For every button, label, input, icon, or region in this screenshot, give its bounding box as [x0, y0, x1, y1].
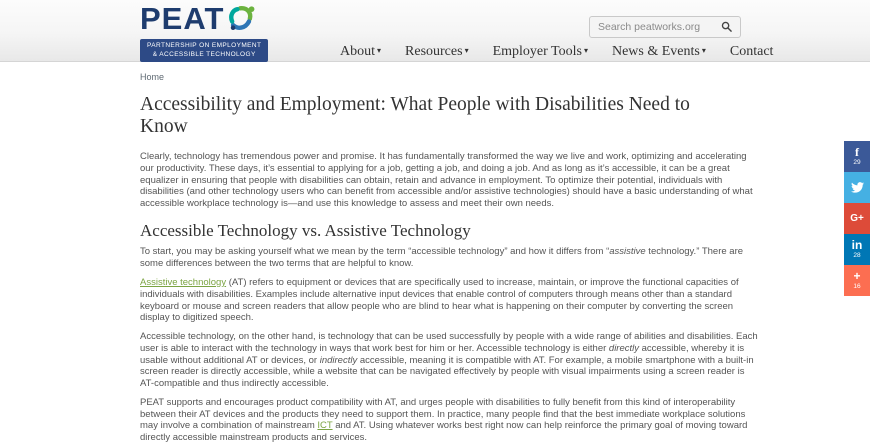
twitter-share-button[interactable] — [844, 172, 870, 203]
site-header — [0, 0, 870, 62]
site-search — [589, 16, 741, 38]
linkedin-icon: in — [851, 238, 863, 253]
add-this-icon: + — [853, 269, 861, 284]
paragraph-text: technology.” There are some differences between the two terms that are helpful to know. — [140, 246, 744, 270]
caret-down-icon: ▾ — [583, 46, 588, 55]
paragraph-text: Accessible technology, on the other hand, is technology that can be used successfully by people with a wide range of abilities and disabilities. Each user is able to interact with the technology in ways that work best for him or her. Accessible technology is either — [140, 331, 758, 354]
caret-down-icon: ▾ — [464, 46, 469, 55]
paragraph-accessible-technology — [140, 331, 758, 390]
linkedin-share-count: 28 — [853, 252, 861, 260]
paragraph-text: accessible, meaning it is compatible with AT. For example, a mobile smartphone with a built-in screen reader is directly accessible, while a website that can be navigated effectively by people with visual impairments using a screen reader is AT-compatible and thus indirectly accessible. — [140, 354, 754, 390]
caret-down-icon: ▾ — [701, 46, 706, 55]
search-icon — [721, 20, 732, 35]
nav-item-employer-tools[interactable]: Employer Tools ▾ — [492, 44, 588, 59]
twitter-icon — [851, 182, 864, 193]
nav-item-resources[interactable]: Resources ▾ — [405, 44, 469, 59]
inline-link[interactable]: ICT — [317, 420, 333, 432]
peat-logo[interactable] — [140, 3, 268, 62]
linkedin-share-button[interactable] — [844, 234, 870, 265]
paragraph-text: PEAT supports and encourages product compatibility with AT, and urges people with disabilities to fully benefit from this kind of interoperability between their AT devices and the products they need to support them. In practice, many people find that the best immediate workplace solutions may involve a combination of mainstream — [140, 396, 746, 432]
search-input[interactable] — [590, 17, 712, 37]
article — [140, 94, 758, 444]
paragraph-terms — [140, 246, 758, 270]
paragraph-text: accessible, whereby it is usable without additional AT or devices, or — [140, 342, 745, 366]
paragraph-text: and AT. Using whatever works best right now can help reinforce the primary goal of moving toward directly accessible mainstream products and services. — [140, 420, 748, 444]
breadcrumb-home-link[interactable]: Home — [140, 72, 165, 82]
breadcrumb — [140, 72, 870, 82]
emphasis-text: directly — [608, 342, 639, 354]
paragraph-intro — [140, 151, 758, 210]
page-title: Accessibility and Employment: What People with Disabilities Need to Know — [140, 94, 690, 138]
paragraph-text: To start, you may be asking yourself what we mean by the term “accessible technology” and how it differs from “ — [140, 246, 610, 258]
add-this-share-button[interactable] — [844, 265, 870, 296]
peat-logo-text: PEAT — [140, 1, 225, 36]
peat-logo-icon — [226, 4, 256, 37]
google-plus-icon: G+ — [850, 212, 864, 224]
inline-link[interactable]: Assistive technology — [140, 276, 227, 288]
nav-item-about[interactable]: About ▾ — [340, 44, 382, 59]
emphasis-text: assistive — [609, 246, 646, 258]
facebook-share-count: 29 — [853, 159, 861, 167]
caret-down-icon: ▾ — [377, 46, 382, 55]
paragraph-assistive-technology — [140, 277, 758, 324]
facebook-icon: f — [855, 145, 859, 160]
nav-item-contact[interactable]: Contact — [729, 44, 774, 59]
add-this-share-count: 16 — [853, 283, 861, 291]
peat-logo-tagline: PARTNERSHIP ON EMPLOYMENT & ACCESSIBLE TECHNOLOGY — [140, 39, 268, 62]
social-share-bar — [844, 141, 870, 296]
paragraph-text: (AT) refers to equipment or devices that are specifically used to increase, maintain, or improve the functional capacities of individuals with disabilities. Examples include alternative input devices that enable control of computers through means other than a standard keyboard or mouse and screen readers that allow people who are blind to hear what is happening on their computer by converting the screen display to digitized speech. — [140, 276, 739, 324]
google-plus-share-button[interactable] — [844, 203, 870, 234]
facebook-share-button[interactable] — [844, 141, 870, 172]
paragraph-peat-support — [140, 397, 758, 444]
main-nav — [340, 44, 773, 60]
emphasis-text: indirectly — [319, 354, 358, 366]
nav-item-news-events[interactable]: News & Events ▾ — [611, 44, 706, 59]
paragraph-text: Clearly, technology has tremendous power and promise. It has fundamentally transformed the way we live and work, optimizing and accelerating our productivity. These days, it’s essential to applying for a job, getting a job, and doing a job. And as long as it’s accessible, it can be a great equalizer in ensuring that people with disabilities can obtain, retain and advance in employment. To optimize their potential, individuals with disabilities (and other technology users who can benefit from accessible and/or assistive technologies) should have a basic understanding of what accessible workplace technology is—and use this knowledge to assess and meet their own needs. — [140, 151, 753, 210]
section-heading: Accessible Technology vs. Assistive Technology — [140, 220, 471, 240]
search-button[interactable] — [712, 17, 740, 37]
